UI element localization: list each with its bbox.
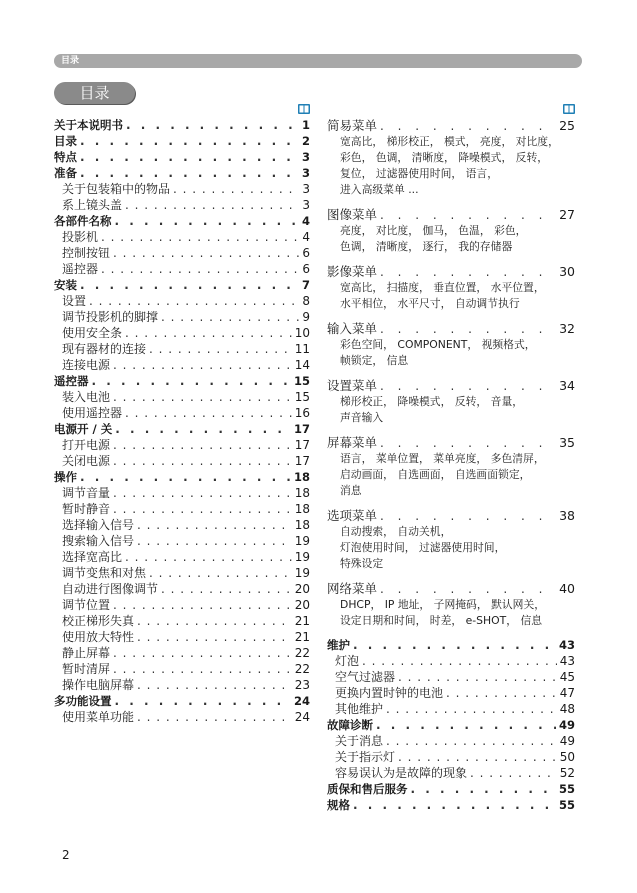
toc-entry[interactable] bbox=[54, 501, 310, 517]
book-icon bbox=[298, 104, 310, 114]
menu-description bbox=[327, 134, 575, 198]
toc-entry-page: 19 bbox=[294, 566, 310, 580]
dot-leader bbox=[376, 717, 556, 733]
toc-entry-title: 使用遥控器 bbox=[62, 406, 123, 420]
dot-leader bbox=[125, 197, 299, 213]
toc-entry-page: 52 bbox=[559, 766, 575, 780]
toc-entry-title: 目录 bbox=[54, 134, 77, 148]
toc-entry-title: 调节位置 bbox=[62, 598, 111, 612]
toc-entry-title: 连接电源 bbox=[62, 358, 111, 372]
toc-entry-page: 16 bbox=[294, 406, 310, 420]
toc-entry[interactable] bbox=[54, 229, 310, 245]
dot-leader bbox=[125, 549, 292, 565]
toc-entry-page: 3 bbox=[302, 198, 310, 212]
dot-leader bbox=[137, 533, 292, 549]
toc-entry[interactable] bbox=[54, 389, 310, 405]
toc-entry-title: 特点 bbox=[54, 150, 77, 164]
toc-entry-page: 43 bbox=[559, 654, 575, 668]
toc-entry[interactable] bbox=[327, 117, 575, 134]
toc-entry-page: 18 bbox=[293, 470, 310, 484]
menu-description bbox=[327, 394, 575, 426]
toc-entry[interactable] bbox=[54, 597, 310, 613]
toc-entry-page: 4 bbox=[302, 230, 310, 244]
toc-entry-title: 装入电池 bbox=[62, 390, 111, 404]
toc-entry-title: 空气过滤器 bbox=[335, 670, 396, 684]
toc-entry-title: 灯泡 bbox=[335, 654, 360, 668]
dot-leader bbox=[362, 653, 557, 669]
toc-entry-title: 设置菜单 bbox=[327, 378, 378, 393]
toc-entry-page: 30 bbox=[559, 264, 575, 279]
toc-entry-page: 55 bbox=[558, 798, 575, 812]
toc-entry-page: 24 bbox=[294, 710, 310, 724]
menu-description-line: 亮度， 对比度， 伽马， 色温， 彩色， bbox=[340, 224, 527, 237]
toc-entry[interactable] bbox=[54, 677, 310, 693]
toc-entry-page: 23 bbox=[294, 678, 310, 692]
dot-leader bbox=[113, 437, 292, 453]
toc-entry[interactable] bbox=[54, 293, 310, 309]
toc-entry-title: 暂时清屏 bbox=[62, 662, 111, 676]
dot-leader bbox=[115, 693, 291, 709]
menu-description bbox=[327, 597, 575, 629]
menu-description-line: 水平相位， 水平尺寸， 自动调节执行 bbox=[340, 297, 520, 310]
toc-entry-page: 3 bbox=[302, 182, 310, 196]
toc-entry[interactable] bbox=[327, 507, 575, 524]
menu-description bbox=[327, 451, 575, 499]
toc-entry[interactable] bbox=[54, 197, 310, 213]
dot-leader bbox=[113, 597, 292, 613]
dot-leader bbox=[137, 709, 292, 725]
toc-entry-title: 选择宽高比 bbox=[62, 550, 123, 564]
toc-entry[interactable] bbox=[327, 669, 575, 685]
dot-leader bbox=[161, 581, 292, 597]
toc-entry-page: 21 bbox=[294, 614, 310, 628]
dot-leader bbox=[113, 501, 292, 517]
dot-leader bbox=[398, 749, 557, 765]
menu-description-line: 语言， 菜单位置， 菜单亮度， 多色清屏， bbox=[340, 452, 545, 465]
dot-leader bbox=[380, 264, 556, 281]
toc-entry-title: 使用安全条 bbox=[62, 326, 123, 340]
dot-leader bbox=[137, 629, 292, 645]
menu-description bbox=[327, 223, 575, 255]
toc-entry-page: 40 bbox=[559, 581, 575, 596]
dot-leader bbox=[80, 149, 299, 165]
header-section-label: 目录 bbox=[61, 56, 80, 66]
toc-entry[interactable] bbox=[54, 213, 310, 229]
toc-entry-title: 容易误认为是故障的现象 bbox=[335, 766, 468, 780]
toc-entry-title: 操作电脑屏幕 bbox=[62, 678, 135, 692]
toc-entry[interactable] bbox=[54, 341, 310, 357]
menu-description-line: 启动画面， 自选画面， 自选画面锁定， bbox=[340, 468, 531, 481]
dot-leader bbox=[173, 181, 299, 197]
toc-entry-page: 18 bbox=[294, 486, 310, 500]
toc-entry[interactable] bbox=[54, 261, 310, 277]
toc-entry-page: 14 bbox=[294, 358, 310, 372]
toc-entry[interactable] bbox=[54, 661, 310, 677]
toc-entry-title: 准备 bbox=[54, 166, 77, 180]
dot-leader bbox=[380, 581, 556, 598]
dot-leader bbox=[113, 661, 292, 677]
toc-entry-page: 50 bbox=[559, 750, 575, 764]
toc-entry-title: 选项菜单 bbox=[327, 508, 378, 523]
menu-description-line: 梯形校正， 降噪模式， 反转， 音量， bbox=[340, 395, 524, 408]
dot-leader bbox=[80, 165, 299, 181]
toc-entry-title: 更换内置时钟的电池 bbox=[335, 686, 444, 700]
dot-leader bbox=[113, 245, 299, 261]
toc-entry-title: 调节音量 bbox=[62, 486, 111, 500]
toc-entry-title: 自动进行图像调节 bbox=[62, 582, 159, 596]
toc-entry-title: 现有器材的连接 bbox=[62, 342, 147, 356]
toc-entry[interactable] bbox=[54, 149, 310, 165]
toc-entry-title: 控制按钮 bbox=[62, 246, 111, 260]
toc-entry-title: 关于指示灯 bbox=[335, 750, 396, 764]
menu-description bbox=[327, 337, 575, 369]
toc-entry-title: 规格 bbox=[327, 798, 350, 812]
toc-entry-page: 19 bbox=[294, 534, 310, 548]
menu-description-line: 宽高比， 扫描度， 垂直位置， 水平位置， bbox=[340, 281, 545, 294]
toc-entry-page: 8 bbox=[302, 294, 310, 308]
dot-leader bbox=[161, 309, 299, 325]
menu-description-line: 消息 bbox=[340, 484, 362, 497]
menu-description-line: 帧锁定， 信息 bbox=[340, 354, 409, 367]
toc-entry[interactable] bbox=[54, 309, 310, 325]
toc-entry-page: 9 bbox=[302, 310, 310, 324]
toc-entry[interactable] bbox=[327, 781, 575, 797]
toc-entry[interactable] bbox=[54, 629, 310, 645]
toc-entry-title: 输入菜单 bbox=[327, 321, 378, 336]
toc-entry-page: 49 bbox=[558, 718, 575, 732]
toc-entry[interactable] bbox=[327, 749, 575, 765]
toc-entry-page: 20 bbox=[294, 598, 310, 612]
toc-entry[interactable] bbox=[54, 373, 310, 389]
toc-entry[interactable] bbox=[54, 357, 310, 373]
menu-description-line: DHCP， IP 地址， 子网掩码， 默认网关， bbox=[340, 598, 546, 611]
toc-entry[interactable] bbox=[54, 645, 310, 661]
toc-entry[interactable] bbox=[54, 469, 310, 485]
toc-left-column bbox=[54, 117, 310, 725]
toc-entry-title: 调节投影机的脚撑 bbox=[62, 310, 159, 324]
header-bar bbox=[54, 54, 582, 68]
toc-entry-title: 图像菜单 bbox=[327, 207, 378, 222]
toc-entry[interactable] bbox=[54, 165, 310, 181]
menu-description-line: 复位， 过滤器使用时间， 语言， bbox=[340, 167, 499, 180]
toc-entry-title: 投影机 bbox=[62, 230, 99, 244]
toc-entry-title: 屏幕菜单 bbox=[327, 435, 378, 450]
toc-entry-page: 4 bbox=[301, 214, 310, 228]
menu-description-line: 彩色， 色调， 清晰度， 降噪模式， 反转， bbox=[340, 151, 549, 164]
toc-entry-page: 21 bbox=[294, 630, 310, 644]
dot-leader bbox=[113, 645, 292, 661]
toc-entry[interactable] bbox=[54, 485, 310, 501]
toc-entry[interactable] bbox=[54, 277, 310, 293]
toc-entry[interactable] bbox=[327, 653, 575, 669]
menu-description-line: 宽高比， 梯形校正， 模式， 亮度， 对比度， bbox=[340, 135, 559, 148]
toc-entry-page: 3 bbox=[301, 150, 310, 164]
toc-entry-page: 55 bbox=[558, 782, 575, 796]
toc-entry[interactable] bbox=[54, 565, 310, 581]
toc-entry[interactable] bbox=[54, 549, 310, 565]
toc-entry[interactable] bbox=[327, 206, 575, 223]
dot-leader bbox=[470, 765, 557, 781]
toc-entry[interactable] bbox=[54, 117, 310, 133]
dot-leader bbox=[353, 637, 556, 653]
toc-entry-page: 6 bbox=[302, 246, 310, 260]
dot-leader bbox=[137, 677, 292, 693]
toc-entry[interactable] bbox=[54, 133, 310, 149]
toc-entry-title: 静止屏幕 bbox=[62, 646, 111, 660]
toc-entry-title: 校正梯形失真 bbox=[62, 614, 135, 628]
toc-entry[interactable] bbox=[54, 453, 310, 469]
dot-leader bbox=[380, 508, 556, 525]
toc-entry-title: 关于本说明书 bbox=[54, 118, 123, 132]
toc-entry-title: 安装 bbox=[54, 278, 77, 292]
toc-entry-page: 24 bbox=[293, 694, 310, 708]
toc-entry-page: 32 bbox=[559, 321, 575, 336]
toc-entry[interactable] bbox=[54, 325, 310, 341]
dot-leader bbox=[149, 565, 292, 581]
toc-entry[interactable] bbox=[327, 320, 575, 337]
toc-entry-page: 27 bbox=[559, 207, 575, 222]
dot-leader bbox=[446, 685, 557, 701]
toc-entry-title: 电源开 / 关 bbox=[54, 422, 113, 436]
dot-leader bbox=[89, 293, 299, 309]
toc-entry[interactable] bbox=[54, 709, 310, 725]
toc-right-column bbox=[327, 117, 575, 813]
dot-leader bbox=[380, 321, 556, 338]
dot-leader bbox=[126, 117, 299, 133]
toc-entry-title: 设置 bbox=[62, 294, 87, 308]
toc-entry-title: 关于包装箱中的物品 bbox=[62, 182, 171, 196]
toc-entry-page: 3 bbox=[301, 166, 310, 180]
toc-entry-title: 遥控器 bbox=[62, 262, 99, 276]
toc-entry-title: 搜索输入信号 bbox=[62, 534, 135, 548]
dot-leader bbox=[113, 453, 292, 469]
menu-description-line: 声音输入 bbox=[340, 411, 384, 424]
dot-leader bbox=[380, 118, 556, 135]
toc-entry-page: 20 bbox=[294, 582, 310, 596]
menu-description bbox=[327, 280, 575, 312]
toc-entry-title: 暂时静音 bbox=[62, 502, 111, 516]
toc-entry-page: 22 bbox=[294, 646, 310, 660]
toc-entry[interactable] bbox=[327, 263, 575, 280]
toc-entry-page: 47 bbox=[559, 686, 575, 700]
dot-leader bbox=[101, 229, 299, 245]
toc-entry-page: 48 bbox=[559, 702, 575, 716]
toc-entry[interactable] bbox=[54, 693, 310, 709]
toc-entry-page: 22 bbox=[294, 662, 310, 676]
toc-entry[interactable] bbox=[327, 377, 575, 394]
toc-entry-page: 17 bbox=[293, 422, 310, 436]
toc-entry-title: 其他维护 bbox=[335, 702, 384, 716]
toc-entry-page: 1 bbox=[301, 118, 310, 132]
toc-entry[interactable] bbox=[327, 701, 575, 717]
menu-description-line: 彩色空间， COMPONENT， 视频格式， bbox=[340, 338, 536, 351]
toc-entry-page: 10 bbox=[294, 326, 310, 340]
page-number: 2 bbox=[62, 848, 70, 862]
toc-entry[interactable] bbox=[327, 717, 575, 733]
menu-description-line: 进入高级菜单 ... bbox=[340, 183, 419, 196]
toc-entry-page: 18 bbox=[294, 502, 310, 516]
toc-entry-title: 维护 bbox=[327, 638, 350, 652]
dot-leader bbox=[380, 435, 556, 452]
dot-leader bbox=[380, 378, 556, 395]
toc-entry-page: 45 bbox=[559, 670, 575, 684]
toc-entry-title: 关于消息 bbox=[335, 734, 384, 748]
toc-entry-page: 43 bbox=[558, 638, 575, 652]
toc-entry-page: 35 bbox=[559, 435, 575, 450]
toc-entry-page: 49 bbox=[559, 734, 575, 748]
toc-entry[interactable] bbox=[54, 181, 310, 197]
toc-entry-title: 使用放大特性 bbox=[62, 630, 135, 644]
toc-entry[interactable] bbox=[54, 405, 310, 421]
dot-leader bbox=[80, 469, 291, 485]
toc-entry-title: 选择输入信号 bbox=[62, 518, 135, 532]
toc-entry-title: 故障诊断 bbox=[327, 718, 373, 732]
dot-leader bbox=[80, 133, 299, 149]
dot-leader bbox=[149, 341, 292, 357]
toc-entry-page: 17 bbox=[294, 454, 310, 468]
toc-entry[interactable] bbox=[327, 797, 575, 813]
toc-entry[interactable] bbox=[327, 685, 575, 701]
dot-leader bbox=[398, 669, 557, 685]
dot-leader bbox=[137, 517, 292, 533]
dot-leader bbox=[113, 357, 292, 373]
book-icon bbox=[563, 104, 575, 114]
toc-entry-title: 关闭电源 bbox=[62, 454, 111, 468]
toc-entry-title: 质保和售后服务 bbox=[327, 782, 408, 796]
toc-entry-title: 系上镜头盖 bbox=[62, 198, 123, 212]
toc-entry-page: 2 bbox=[301, 134, 310, 148]
toc-entry-page: 15 bbox=[293, 374, 310, 388]
dot-leader bbox=[113, 485, 292, 501]
toc-entry-page: 11 bbox=[294, 342, 310, 356]
toc-entry-title: 使用菜单功能 bbox=[62, 710, 135, 724]
menu-description bbox=[327, 524, 575, 572]
toc-entry[interactable] bbox=[327, 434, 575, 451]
toc-entry-title: 打开电源 bbox=[62, 438, 111, 452]
dot-leader bbox=[113, 389, 292, 405]
toc-entry[interactable] bbox=[327, 580, 575, 597]
toc-entry[interactable] bbox=[327, 733, 575, 749]
toc-entry-page: 19 bbox=[294, 550, 310, 564]
toc-entry-title: 简易菜单 bbox=[327, 118, 378, 133]
toc-entry-title: 多功能设置 bbox=[54, 694, 112, 708]
toc-entry[interactable] bbox=[54, 437, 310, 453]
menu-description-line: 自动搜索， 自动关机， bbox=[340, 525, 452, 538]
menu-description-line: 灯泡使用时间， 过滤器使用时间， bbox=[340, 541, 506, 554]
dot-leader bbox=[386, 701, 557, 717]
dot-leader bbox=[411, 781, 556, 797]
menu-description-line: 设定日期和时间， 时差， e-SHOT， 信息 bbox=[340, 614, 543, 627]
toc-entry[interactable] bbox=[54, 533, 310, 549]
dot-leader bbox=[353, 797, 556, 813]
toc-entry-page: 18 bbox=[294, 518, 310, 532]
toc-entry-page: 17 bbox=[294, 438, 310, 452]
toc-entry-page: 34 bbox=[559, 378, 575, 393]
menu-description-line: 特殊设定 bbox=[340, 557, 384, 570]
menu-description-line: 色调， 清晰度， 逐行， 我的存储器 bbox=[340, 240, 513, 253]
toc-entry-page: 38 bbox=[559, 508, 575, 523]
page-title-badge bbox=[54, 82, 135, 104]
toc-entry[interactable] bbox=[327, 765, 575, 781]
toc-entry-title: 遥控器 bbox=[54, 374, 89, 388]
toc-entry-title: 网络菜单 bbox=[327, 581, 378, 596]
dot-leader bbox=[92, 373, 291, 389]
toc-entry[interactable] bbox=[54, 421, 310, 437]
dot-leader bbox=[125, 325, 292, 341]
dot-leader bbox=[80, 277, 299, 293]
toc-entry-title: 调节变焦和对焦 bbox=[62, 566, 147, 580]
dot-leader bbox=[101, 261, 299, 277]
toc-entry-title: 各部件名称 bbox=[54, 214, 112, 228]
toc-entry[interactable] bbox=[327, 637, 575, 653]
toc-entry[interactable] bbox=[54, 517, 310, 533]
toc-entry-page: 25 bbox=[559, 118, 575, 133]
toc-entry-title: 操作 bbox=[54, 470, 77, 484]
toc-entry-page: 7 bbox=[301, 278, 310, 292]
dot-leader bbox=[380, 207, 556, 224]
dot-leader bbox=[125, 405, 292, 421]
dot-leader bbox=[115, 421, 291, 437]
page-title: 目录 bbox=[79, 84, 110, 102]
dot-leader bbox=[386, 733, 557, 749]
toc-entry[interactable] bbox=[54, 613, 310, 629]
toc-entry-page: 15 bbox=[294, 390, 310, 404]
dot-leader bbox=[115, 213, 299, 229]
toc-entry-page: 6 bbox=[302, 262, 310, 276]
toc-entry[interactable] bbox=[54, 245, 310, 261]
toc-entry-title: 影像菜单 bbox=[327, 264, 378, 279]
toc-entry[interactable] bbox=[54, 581, 310, 597]
dot-leader bbox=[137, 613, 292, 629]
